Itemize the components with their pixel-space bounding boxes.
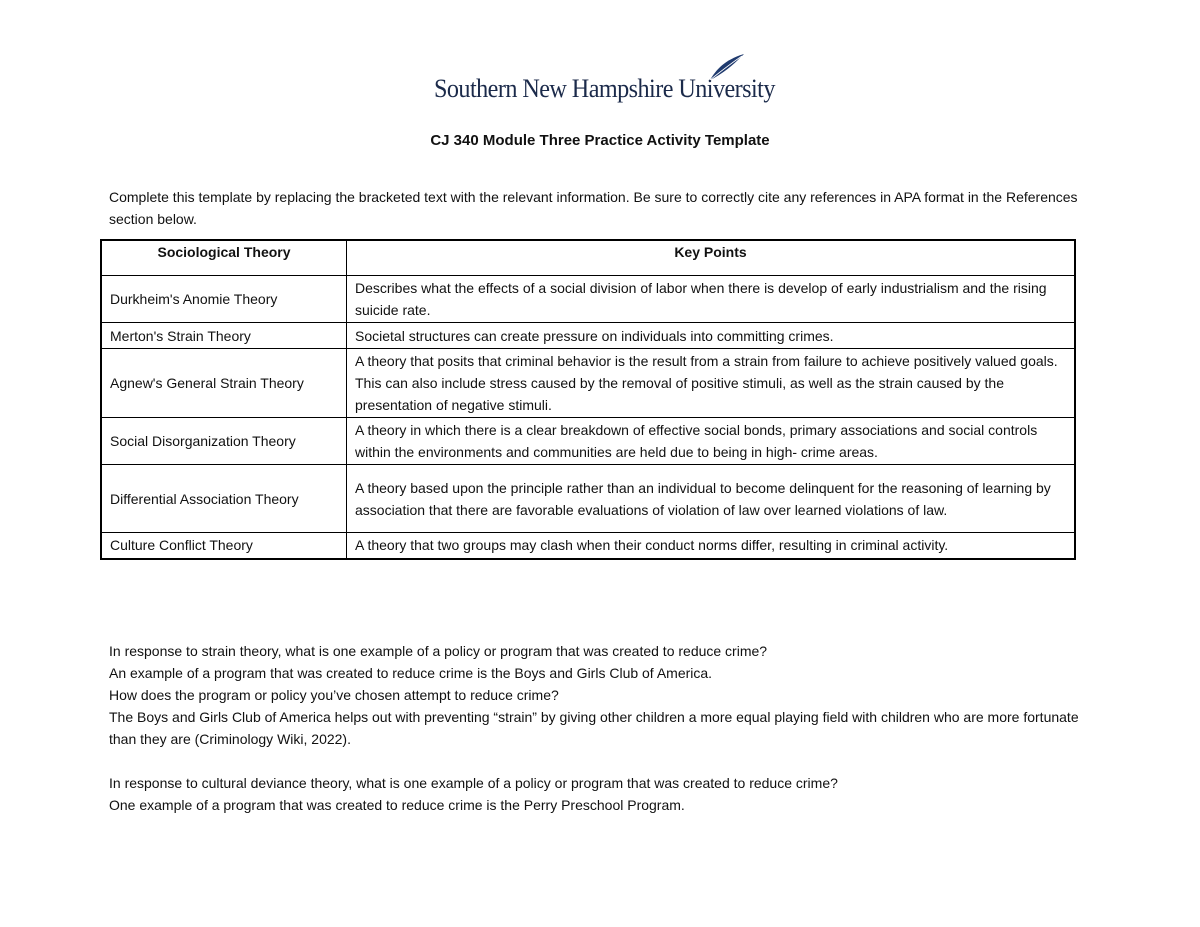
table-row bbox=[101, 349, 1075, 418]
university-logo bbox=[434, 52, 774, 102]
key-points-cell: A theory that posits that criminal behavior is the result from a strain from failure to achieve positively valued goals. This can also include stress caused by the removal of positive stimuli, as well as the strain caused by the presentation of negative stimuli. bbox=[347, 349, 1076, 418]
feather-icon bbox=[706, 52, 746, 82]
theory-name-cell: Merton's Strain Theory bbox=[101, 323, 347, 349]
theory-name-cell: Culture Conflict Theory bbox=[101, 533, 347, 559]
table-row bbox=[101, 418, 1075, 465]
cultural-question: In response to cultural deviance theory, what is one example of a policy or program that was created to reduce crime? bbox=[109, 775, 838, 791]
theory-name-cell: Durkheim's Anomie Theory bbox=[101, 276, 347, 323]
table-row bbox=[101, 533, 1075, 559]
header-sociological-theory: Sociological Theory bbox=[101, 240, 347, 276]
instructions-paragraph: Complete this template by replacing the bracketed text with the relevant information. Be sure to correctly cite any references in APA format in the References section below. bbox=[109, 189, 1078, 227]
university-name: Southern New Hampshire University bbox=[434, 74, 775, 103]
theories-table bbox=[100, 239, 1076, 560]
strain-question: In response to strain theory, what is one example of a policy or program that was created to reduce crime? bbox=[109, 643, 768, 659]
paragraph-spacer bbox=[109, 750, 1089, 772]
key-points-cell: Describes what the effects of a social division of labor when there is develop of early industrialism and the rising suicide rate. bbox=[347, 276, 1076, 323]
header-key-points: Key Points bbox=[347, 240, 1076, 276]
table-row bbox=[101, 465, 1075, 533]
table-row bbox=[101, 276, 1075, 323]
cultural-answer: One example of a program that was created to reduce crime is the Perry Preschool Program. bbox=[109, 797, 685, 813]
key-points-cell: A theory that two groups may clash when their conduct norms differ, resulting in criminal activity. bbox=[347, 533, 1076, 559]
document-title: CJ 340 Module Three Practice Activity Template bbox=[430, 132, 770, 149]
theory-name-cell: Agnew's General Strain Theory bbox=[101, 349, 347, 418]
theory-name-cell: Social Disorganization Theory bbox=[101, 418, 347, 465]
theory-name-cell: Differential Association Theory bbox=[101, 465, 347, 533]
how-question: How does the program or policy you’ve chosen attempt to reduce crime? bbox=[109, 687, 559, 703]
key-points-cell: A theory based upon the principle rather than an individual to become delinquent for the reasoning of learning by association that there are favorable evaluations of violation of law over learned violations of law. bbox=[347, 465, 1076, 533]
key-points-cell: Societal structures can create pressure on individuals into committing crimes. bbox=[347, 323, 1076, 349]
key-points-cell: A theory in which there is a clear breakdown of effective social bonds, primary associations and social controls within the environments and communities are held due to being in high- crime areas. bbox=[347, 418, 1076, 465]
strain-answer: An example of a program that was created to reduce crime is the Boys and Girls Club of America. bbox=[109, 665, 713, 681]
questions-section bbox=[109, 640, 1089, 816]
how-answer: The Boys and Girls Club of America helps out with preventing “strain” by giving other children a more equal playing field with children who are more fortunate than they are (Criminology Wiki, 2022). bbox=[109, 709, 1079, 747]
table-header-row bbox=[101, 240, 1075, 276]
table-row bbox=[101, 323, 1075, 349]
